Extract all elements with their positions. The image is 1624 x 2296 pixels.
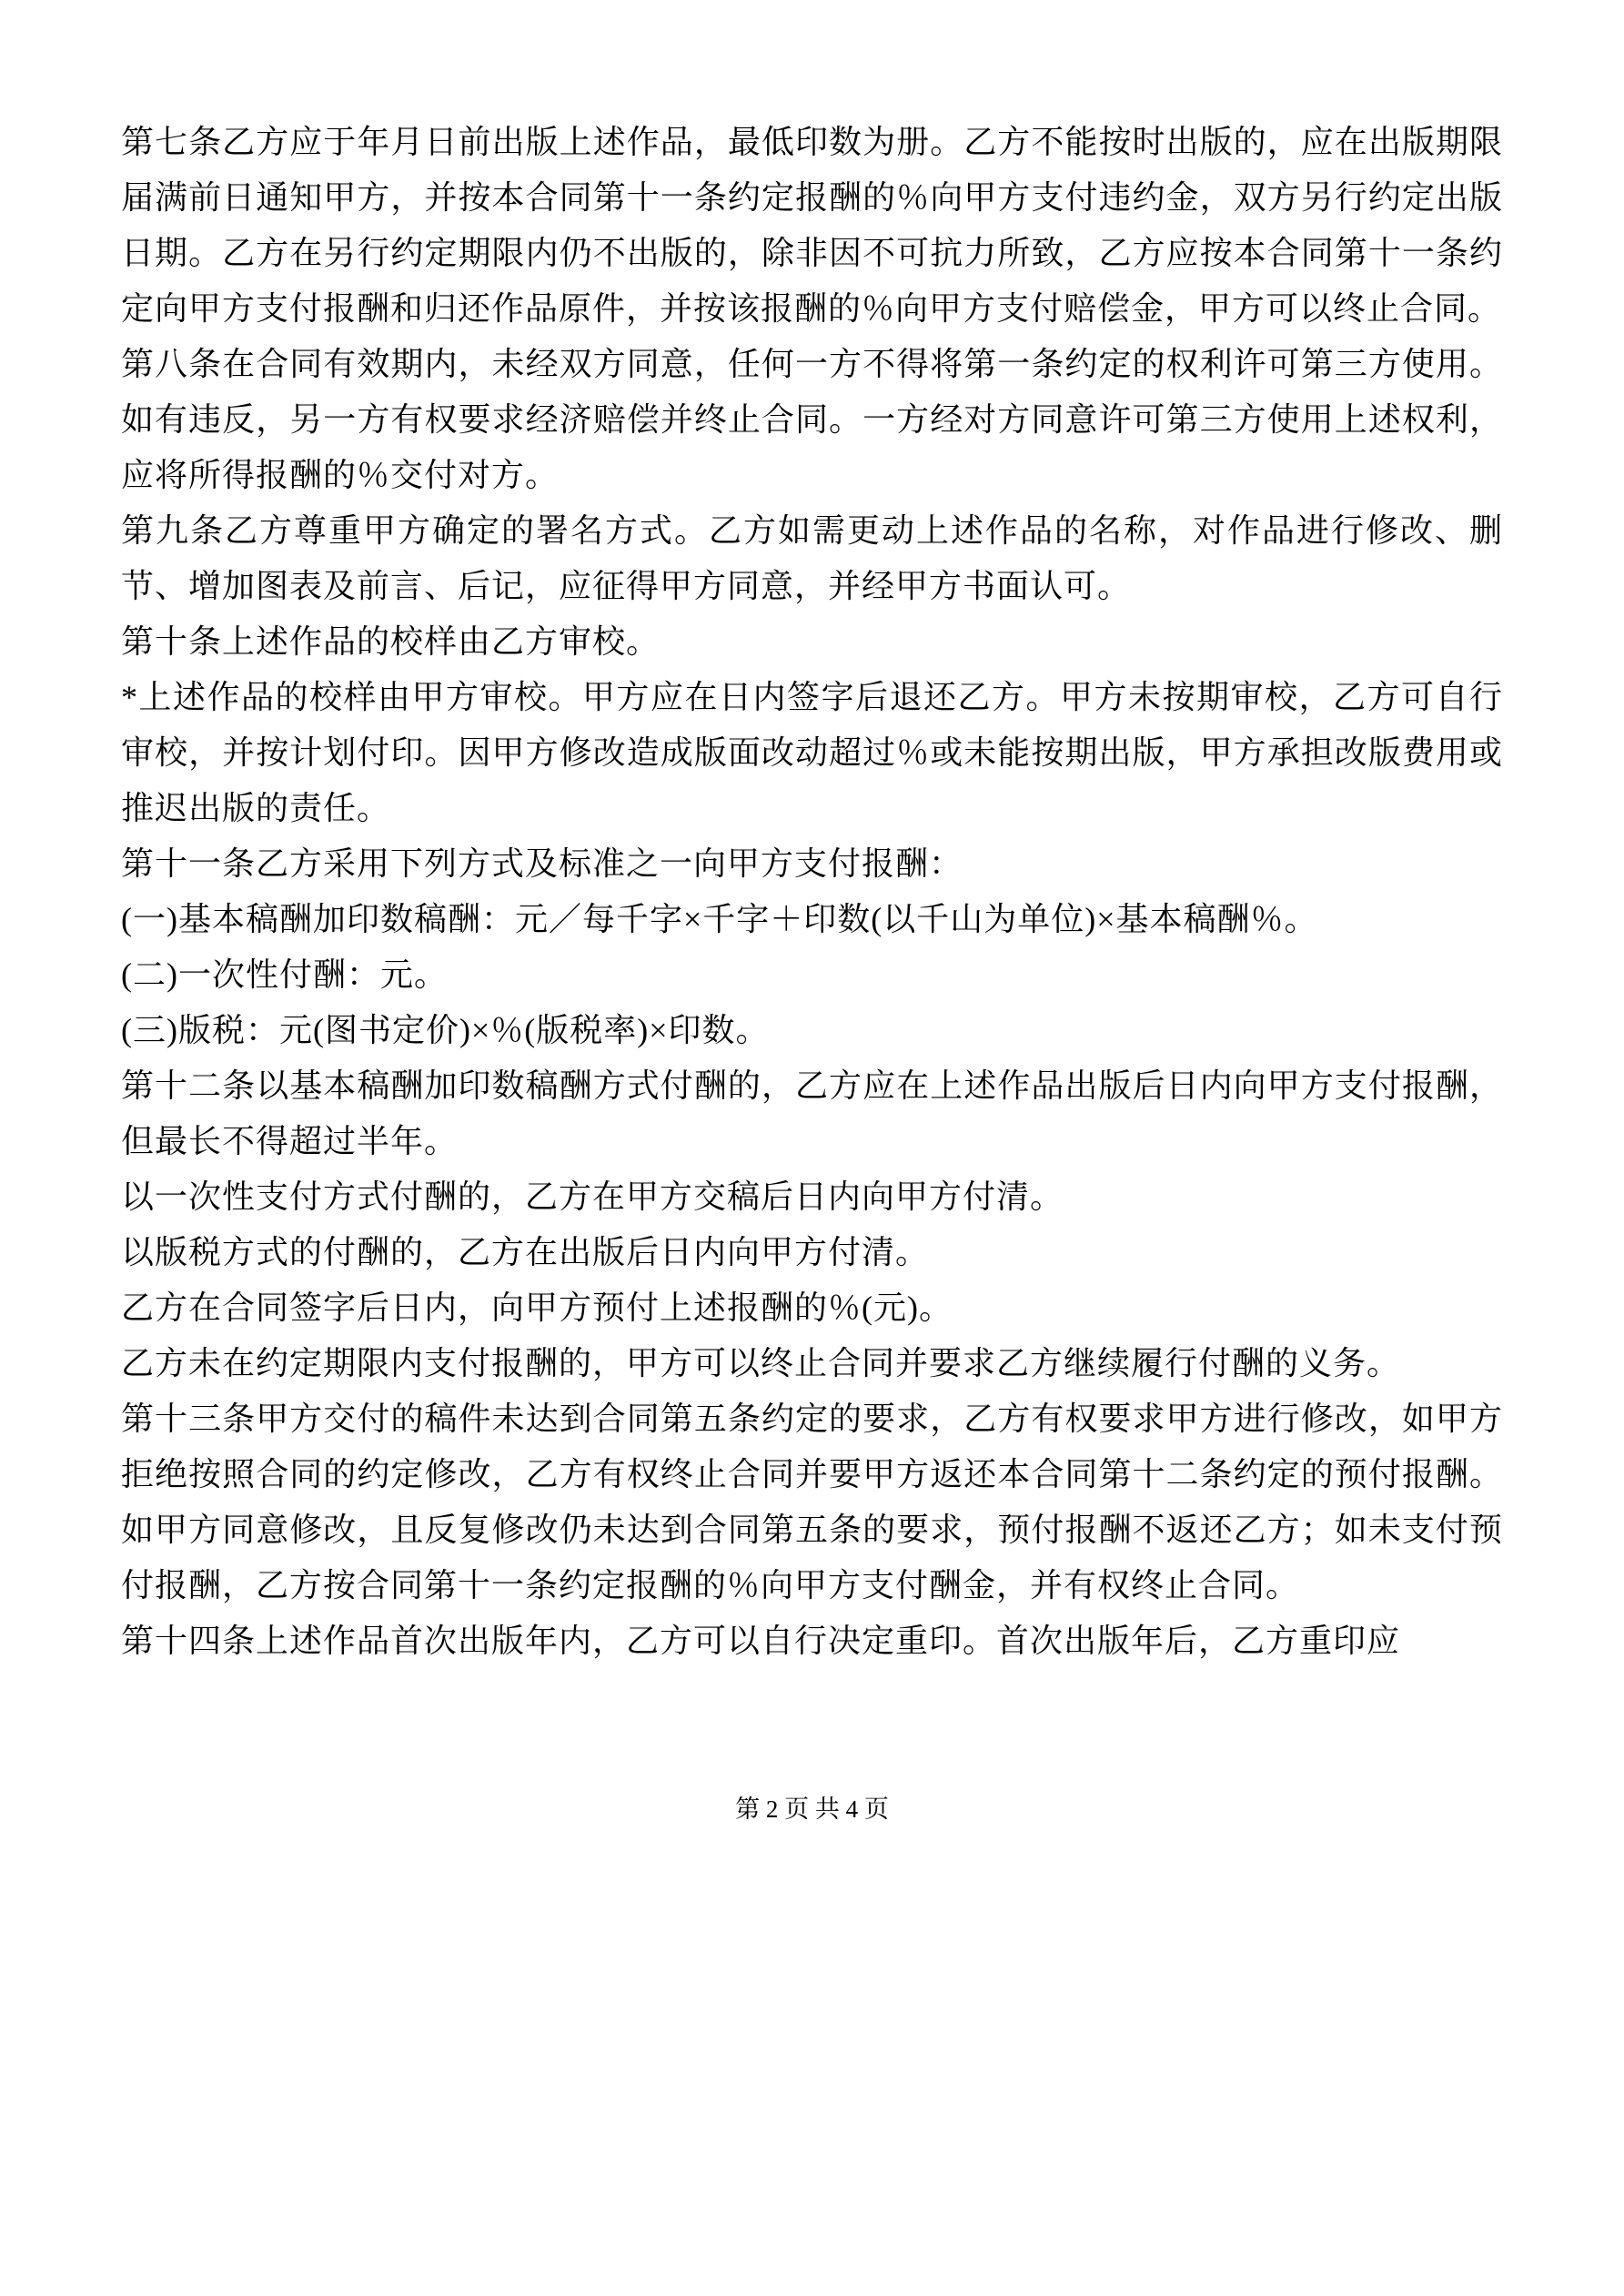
contract-paragraph: *上述作品的校样由甲方审校。甲方应在日内签字后退还乙方。甲方未按期审校，乙方可自行审校，并按计划付印。因甲方修改造成版面改动超过％或未能按期出版，甲方承担改版费用或推迟出版的责任。	[121, 679, 1503, 826]
contract-paragraph: (一)基本稿酬加印数稿酬：元／每千字×千字＋印数(以千山为单位)×基本稿酬％。	[121, 901, 1318, 937]
contract-paragraph: 第七条乙方应于年月日前出版上述作品，最低印数为册。乙方不能按时出版的，应在出版期限届满前日通知甲方，并按本合同第十一条约定报酬的％向甲方支付违约金，双方另行约定出版日期。乙方在另行约定期限内仍不出版的，除非因不可抗力所致，乙方应按本合同第十一条约定向甲方支付报酬和归还作品原件，并按该报酬的％向甲方支付赔偿金，甲方可以终止合同。	[121, 124, 1503, 327]
contract-paragraph: 第十四条上述作品首次出版年内，乙方可以自行决定重印。首次出版年后，乙方重印应	[121, 1623, 1401, 1659]
contract-paragraph: 乙方未在约定期限内支付报酬的，甲方可以终止合同并要求乙方继续履行付酬的义务。	[121, 1345, 1401, 1381]
contract-paragraph: 以版税方式的付酬的，乙方在出版后日内向甲方付清。	[121, 1234, 930, 1270]
contract-paragraph: 第十二条以基本稿酬加印数稿酬方式付酬的，乙方应在上述作品出版后日内向甲方支付报酬，但最长不得超过半年。	[121, 1067, 1503, 1159]
contract-paragraph: 以一次性支付方式付酬的，乙方在甲方交稿后日内向甲方付清。	[121, 1178, 1064, 1215]
contract-paragraph: 第八条在合同有效期内，未经双方同意，任何一方不得将第一条约定的权利许可第三方使用。如有违反，另一方有权要求经济赔偿并终止合同。一方经对方同意许可第三方使用上述权利，应将所得报酬的％交付对方。	[121, 346, 1503, 493]
contract-body	[121, 115, 1503, 1669]
contract-paragraph: 第九条乙方尊重甲方确定的署名方式。乙方如需更动上述作品的名称，对作品进行修改、删节、增加图表及前言、后记，应征得甲方同意，并经甲方书面认可。	[121, 512, 1503, 604]
page-footer	[0, 1791, 1624, 1827]
contract-paragraph: (三)版税：元(图书定价)×％(版税率)×印数。	[121, 1012, 770, 1048]
contract-paragraph: (二)一次性付酬：元。	[121, 956, 448, 993]
contract-paragraph: 乙方在合同签字后日内，向甲方预付上述报酬的％(元)。	[121, 1290, 953, 1326]
page-number: 第 2 页 共 4 页	[735, 1795, 889, 1823]
contract-paragraph: 第十一条乙方采用下列方式及标准之一向甲方支付报酬：	[121, 845, 963, 882]
contract-paragraph: 第十条上述作品的校样由乙方审校。	[121, 623, 661, 660]
contract-paragraph: 第十三条甲方交付的稿件未达到合同第五条约定的要求，乙方有权要求甲方进行修改，如甲方拒绝按照合同的约定修改，乙方有权终止合同并要甲方返还本合同第十二条约定的预付报酬。如甲方同意修改，且反复修改仍未达到合同第五条的要求，预付报酬不返还乙方；如未支付预付报酬，乙方按合同第十一条约定报酬的％向甲方支付酬金，并有权终止合同。	[121, 1401, 1503, 1603]
